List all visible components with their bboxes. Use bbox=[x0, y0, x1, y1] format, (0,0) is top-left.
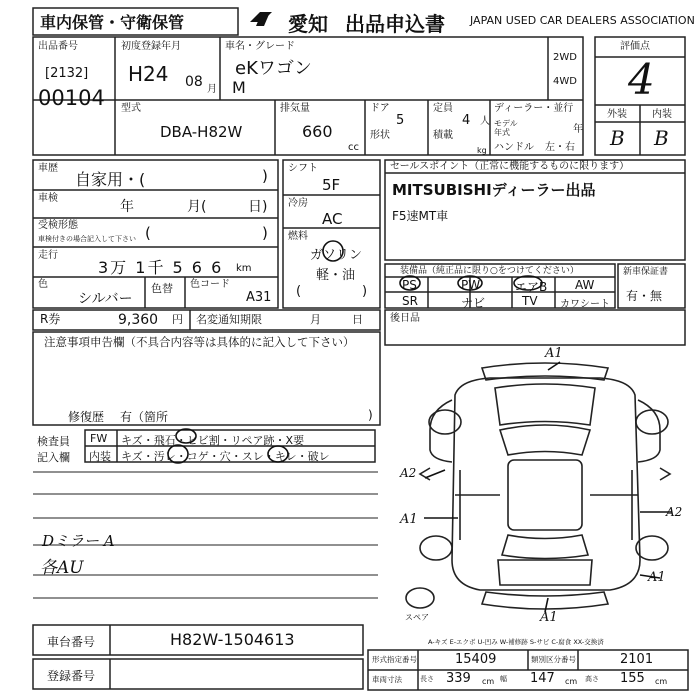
color-value: シルバー bbox=[78, 291, 133, 307]
color-code: A31 bbox=[246, 290, 272, 305]
repair-label: 修復歴 bbox=[68, 410, 105, 424]
loading-label: 積載 bbox=[433, 130, 453, 141]
inspector-entry-label: 記入欄 bbox=[37, 451, 70, 464]
mark-top: A1 bbox=[545, 346, 563, 361]
mark-right-upper: A2 bbox=[666, 505, 683, 519]
equip-pw: PW bbox=[461, 278, 481, 292]
check-interior-head: 内装 bbox=[89, 450, 111, 463]
chassis-label: 車台番号 bbox=[47, 635, 96, 649]
receipt-paren: ( bbox=[145, 224, 151, 242]
drive-4wd: 4WD bbox=[553, 76, 577, 87]
shape-label: 形状 bbox=[370, 130, 390, 141]
height-label: 高さ bbox=[585, 675, 599, 683]
inspector-label: 検査員 bbox=[37, 435, 70, 448]
check-fw-head: FW bbox=[90, 432, 108, 445]
month-unit: 月 bbox=[207, 84, 217, 95]
inspection-month: 月( bbox=[187, 199, 207, 215]
equip-sr: SR bbox=[402, 294, 418, 308]
history-label: 車歴 bbox=[38, 163, 58, 174]
model-label: 型式 bbox=[121, 103, 141, 114]
model-year-label: モデル 年式 bbox=[494, 119, 518, 137]
tax-value: 9,360 bbox=[118, 312, 159, 328]
handle-options: 左・右 bbox=[545, 142, 575, 153]
interior-label: 内装 bbox=[652, 109, 672, 120]
tax-label: R券 bbox=[40, 312, 61, 326]
fuel-close: ) bbox=[362, 284, 368, 299]
car-name-label: 車名・グレード bbox=[225, 41, 295, 52]
registration-year: H24 bbox=[128, 62, 169, 86]
fuel-option-light-oil: 軽・油 bbox=[316, 268, 356, 283]
width-unit: cm bbox=[565, 677, 578, 686]
capacity-unit: 人 bbox=[480, 116, 490, 127]
car-diagram bbox=[406, 363, 670, 609]
dimensions-label: 車両寸法 bbox=[372, 675, 402, 684]
loading-unit: kg bbox=[477, 146, 487, 155]
drive-2wd: 2WD bbox=[553, 52, 577, 63]
dealer-label: ディーラー・並行 bbox=[494, 103, 574, 114]
damage-legend: A-キズ E-エクボ U-凹み W-補修跡 S-サビ C-腐食 XX-交換済 bbox=[428, 638, 604, 646]
shift-label: シフト bbox=[288, 163, 318, 174]
registration-month: 08 bbox=[185, 74, 203, 90]
form-title: 出品申込書 bbox=[345, 12, 445, 36]
selling-point-1: MITSUBISHIディーラー出品 bbox=[392, 181, 596, 199]
type-approval-label: 形式指定番号 bbox=[372, 655, 417, 664]
length-value: 339 bbox=[446, 671, 471, 686]
mark-right-lower: A1 bbox=[648, 570, 666, 585]
receipt-label: 受検形態 bbox=[38, 220, 78, 231]
selling-points-label: セールスポイント（正常に機能するものに限ります） bbox=[390, 161, 630, 172]
color-code-label: 色コード bbox=[190, 279, 230, 290]
storage-label: 車内保管・守衛保管 bbox=[40, 13, 185, 32]
history-close: ) bbox=[262, 167, 268, 185]
mileage-value: 3万 1千 5 6 6 bbox=[98, 258, 224, 277]
doors-value: 5 bbox=[396, 113, 405, 128]
org-name: 愛知 bbox=[288, 12, 328, 36]
mark-bottom: A1 bbox=[540, 610, 558, 625]
check-interior-items: キズ・汚レ・コゲ・穴・スレ・キレ・破レ bbox=[121, 450, 330, 463]
equip-navi: ナビ bbox=[461, 296, 486, 310]
equip-ps: PS bbox=[402, 278, 417, 292]
repaint-label: 色替 bbox=[151, 282, 173, 295]
fuel-option-gasoline: ガソリン bbox=[310, 248, 363, 263]
chassis-number: H82W-1504613 bbox=[170, 630, 295, 649]
car-grade: M bbox=[232, 78, 246, 97]
check-fw-items: キズ・飛石・ヒビ割・リペア跡・X要 bbox=[121, 434, 305, 447]
selling-point-2: F5速MT車 bbox=[392, 209, 449, 223]
handle-label: ハンドル bbox=[494, 142, 534, 153]
mileage-label: 走行 bbox=[38, 250, 58, 261]
lot-number: 00104 bbox=[38, 86, 105, 110]
lot-label: 出品番号 bbox=[38, 41, 78, 52]
equip-aw: AW bbox=[575, 278, 595, 292]
width-value: 147 bbox=[530, 671, 555, 686]
repair-value: 有（箇所 bbox=[120, 410, 169, 424]
car-name: eKワゴン bbox=[235, 58, 312, 79]
warranty-label: 新車保証書 bbox=[623, 267, 669, 277]
inspection-label: 車検 bbox=[38, 193, 58, 204]
interior-grade: B bbox=[654, 126, 669, 150]
handwritten-note-1: Dミラー A bbox=[42, 532, 115, 550]
equip-tv: TV bbox=[522, 294, 538, 308]
shift-value: 5F bbox=[322, 176, 341, 194]
warranty-value: 有・無 bbox=[626, 289, 663, 303]
notice-month: 月 bbox=[310, 313, 321, 326]
receipt-close: ) bbox=[262, 224, 268, 242]
mark-left-upper: A2 bbox=[400, 466, 417, 480]
notice-label: 名変通知期限 bbox=[196, 313, 262, 326]
notice-day: 日 bbox=[352, 313, 363, 326]
rating-score: 4 bbox=[628, 55, 655, 104]
fuel-paren: ( bbox=[296, 284, 302, 299]
inspection-day: 日) bbox=[248, 199, 268, 215]
tax-unit: 円 bbox=[172, 313, 183, 326]
mileage-unit: km bbox=[236, 263, 252, 274]
lot-subnumber: [2132] bbox=[45, 66, 89, 81]
equip-airbag: エアB bbox=[515, 280, 548, 294]
inspection-year: 年 bbox=[120, 199, 134, 215]
regnum-label: 登録番号 bbox=[47, 669, 96, 683]
afterfit-frame bbox=[385, 310, 685, 345]
aircon-label: 冷房 bbox=[288, 198, 308, 209]
width-label: 幅 bbox=[500, 675, 507, 683]
displacement-label: 排気量 bbox=[280, 103, 310, 114]
doors-label: ドア bbox=[370, 103, 390, 114]
displacement-unit: cc bbox=[348, 142, 359, 153]
model-value: DBA-H82W bbox=[160, 123, 243, 141]
capacity-value: 4 bbox=[462, 113, 471, 128]
repair-close: ) bbox=[368, 408, 373, 422]
mark-left-lower: A1 bbox=[400, 512, 418, 527]
type-approval-value: 15409 bbox=[455, 652, 497, 667]
association-name: JAPAN USED CAR DEALERS ASSOCIATION bbox=[470, 14, 695, 27]
registration-label: 初度登録年月 bbox=[121, 41, 181, 52]
year-unit: 年 bbox=[573, 124, 583, 135]
aircon-value: AC bbox=[322, 210, 343, 228]
color-label: 色 bbox=[38, 279, 48, 290]
equipment-label: 装備品（純正品に限り○をつけてください） bbox=[400, 266, 579, 276]
height-unit: cm bbox=[655, 677, 668, 686]
class-value: 2101 bbox=[620, 652, 654, 667]
notes-label: 注意事項申告欄（不具合内容等は具体的に記入して下さい） bbox=[44, 335, 355, 349]
handwritten-note-2: 各AU bbox=[40, 558, 84, 578]
height-value: 155 bbox=[620, 671, 645, 686]
receipt-sub: 車検付きの場合記入して下さい bbox=[38, 235, 136, 243]
equip-leather-seat: カワシート bbox=[560, 299, 610, 310]
length-unit: cm bbox=[482, 677, 495, 686]
length-label: 長さ bbox=[420, 675, 434, 683]
history-value: 自家用・( bbox=[75, 170, 146, 189]
fuel-label: 燃料 bbox=[288, 231, 308, 242]
rating-label: 評価点 bbox=[620, 41, 650, 52]
displacement-value: 660 bbox=[302, 122, 333, 141]
capacity-label: 定員 bbox=[433, 103, 453, 114]
spare-label: スペア bbox=[405, 613, 429, 622]
class-label: 類別区分番号 bbox=[531, 655, 576, 664]
exterior-label: 外装 bbox=[607, 109, 627, 120]
exterior-grade: B bbox=[610, 126, 625, 150]
afterfit-label: 後日品 bbox=[390, 313, 420, 324]
